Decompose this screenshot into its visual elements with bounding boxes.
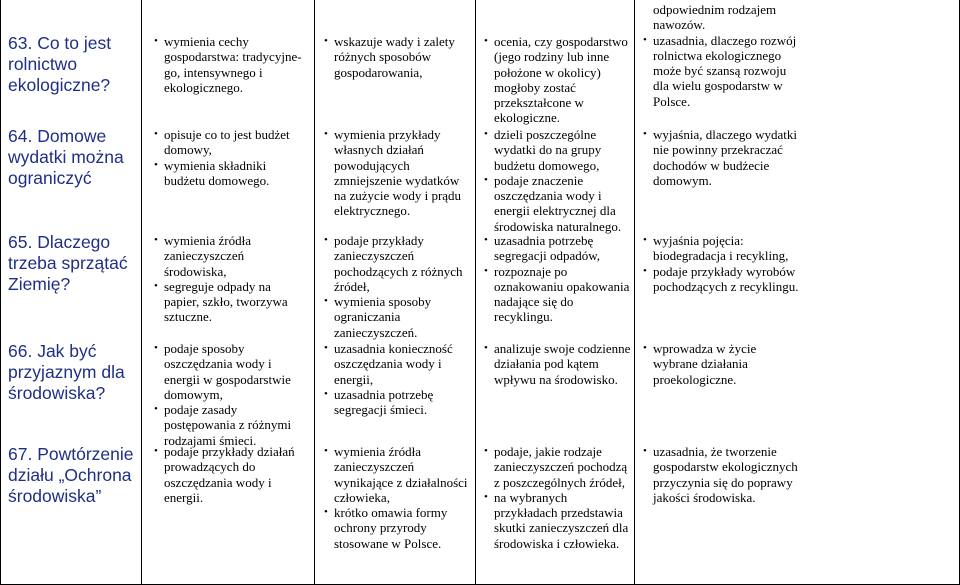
col5-row66 [641,341,801,387]
list-item: • dzieli poszczególne wydatki do na grupy budżetu domowego, [482,127,632,173]
grid-line [141,0,142,585]
topic-63: 63. Co to jest rolnictwo ekologiczne? [8,33,112,95]
list-item: • podaje, jakie rodzaje zanieczyszczeń pochodzą z poszczególnych źródeł, [482,444,632,490]
col5-row63 [641,2,801,109]
col3-row64 [322,127,470,219]
list-item: • wymienia źródła zanieczyszczeń środowiska, [152,233,302,279]
list-item: • podaje przykłady działań prowadzących do oszczędzania wody i energii. [152,444,302,505]
list-item: • podaje sposoby oszczędzania wody i energii w gospodarstwie domowym, [152,341,302,402]
list-item: • uzasadnia potrzebę segregacji odpadów, [482,233,632,264]
list-item: • wyjaśnia, dlaczego wydatki nie powinny przekraczać dochodów w budżecie domowym. [641,127,801,188]
list-item: • na wybranych przykładach przedstawia skutki zanieczyszczeń dla środowiska i człowieka. [482,490,632,551]
list-item: • wyjaśnia pojęcia: biodegradacja i recykling, [641,233,801,264]
grid-line [314,0,315,585]
col3-row66 [322,341,470,417]
list-item: • wskazuje wady i zalety różnych sposobów gospodarowania, [322,34,470,80]
list-item: • krótko omawia formy ochrony przyrody stosowane w Polsce. [322,505,470,551]
topic-64: 64. Domowe wydatki można ograniczyć [8,126,124,188]
list-item: • ocenia, czy gospodarstwo (jego rodziny lub inne położone w okolicy) mogłoby zostać przekształcone w ekologiczne. [482,34,632,126]
list-item: • analizuje swoje codzienne działania pod kątem wpływu na środowisko. [482,341,632,387]
col2-row63 [152,34,302,95]
list-item: • wymienia źródła zanieczyszczeń wynikające z działalności człowieka, [322,444,470,505]
col4-row63 [482,34,632,126]
list-item: • wymienia składniki budżetu domowego. [152,158,302,189]
grid-line [475,0,476,585]
list-item: • wymienia przykłady własnych działań powodujących zmniejszenie wydatków na zużycie wody i prądu elektrycznego. [322,127,470,219]
col2-row66 [152,341,302,448]
col5-row64 [641,127,801,188]
col3-row63 [322,34,470,80]
topic-65: 65. Dlaczego trzeba sprzątać Ziemię? [8,232,128,294]
col4-row64 [482,127,632,234]
list-item: • segreguje odpady na papier, szkło, tworzywa sztuczne. [152,279,302,325]
list-item: • uzasadnia potrzebę segregacji śmieci. [322,387,470,418]
col5-row67 [641,444,801,505]
topic-66: 66. Jak być przyjaznym dla środowiska? [8,341,125,403]
col3-row65 [322,233,470,340]
col2-row65 [152,233,302,325]
list-item: • uzasadnia, że tworzenie gospodarstw ekologicznych przyczynia się do poprawy jakości środowiska. [641,444,801,505]
list-item: • podaje przykłady wyrobów pochodzących z recyklingu. [641,264,801,295]
list-item: • podaje przykłady zanieczyszczeń pochodzących z różnych źródeł, [322,233,470,294]
list-item: • wymienia sposoby ograniczania zanieczyszczeń. [322,294,470,340]
list-item: odpowiednim rodzajem nawozów. [653,2,777,33]
grid-line [0,0,1,585]
list-item: • rozpoznaje po oznakowaniu opakowania nadające się do recyklingu. [482,264,632,325]
list-item: • opisuje co to jest budżet domowy, [152,127,302,158]
list-item: • podaje znaczenie oszczędzania wody i energii elektrycznej dla środowiska naturalnego. [482,173,632,234]
col4-row65 [482,233,632,325]
col3-row67 [322,444,470,551]
list-item: • uzasadnia konieczność oszczędzania wody i energii, [322,341,470,387]
list-item: • wymienia cechy gospodarstwa: tradycyjne-go, intensywnego i ekologicznego. [152,34,302,95]
list-item: • wprowadza w życie wybrane działania proekologiczne. [641,341,801,387]
col4-row66 [482,341,632,387]
col5-row65 [641,233,801,294]
topic-67: 67. Powtórzenie działu „Ochrona środowiska” [8,444,134,506]
grid-line [634,0,635,585]
col4-row67 [482,444,632,551]
col2-row67 [152,444,302,505]
list-item: • uzasadnia, dlaczego rozwój rolnictwa ekologicznego może być szansą rozwoju dla wielu gospodarstw w Polsce. [641,33,801,109]
list-item: • podaje zasady postępowania z różnymi rodzajami śmieci. [152,402,302,448]
col2-row64 [152,127,302,188]
